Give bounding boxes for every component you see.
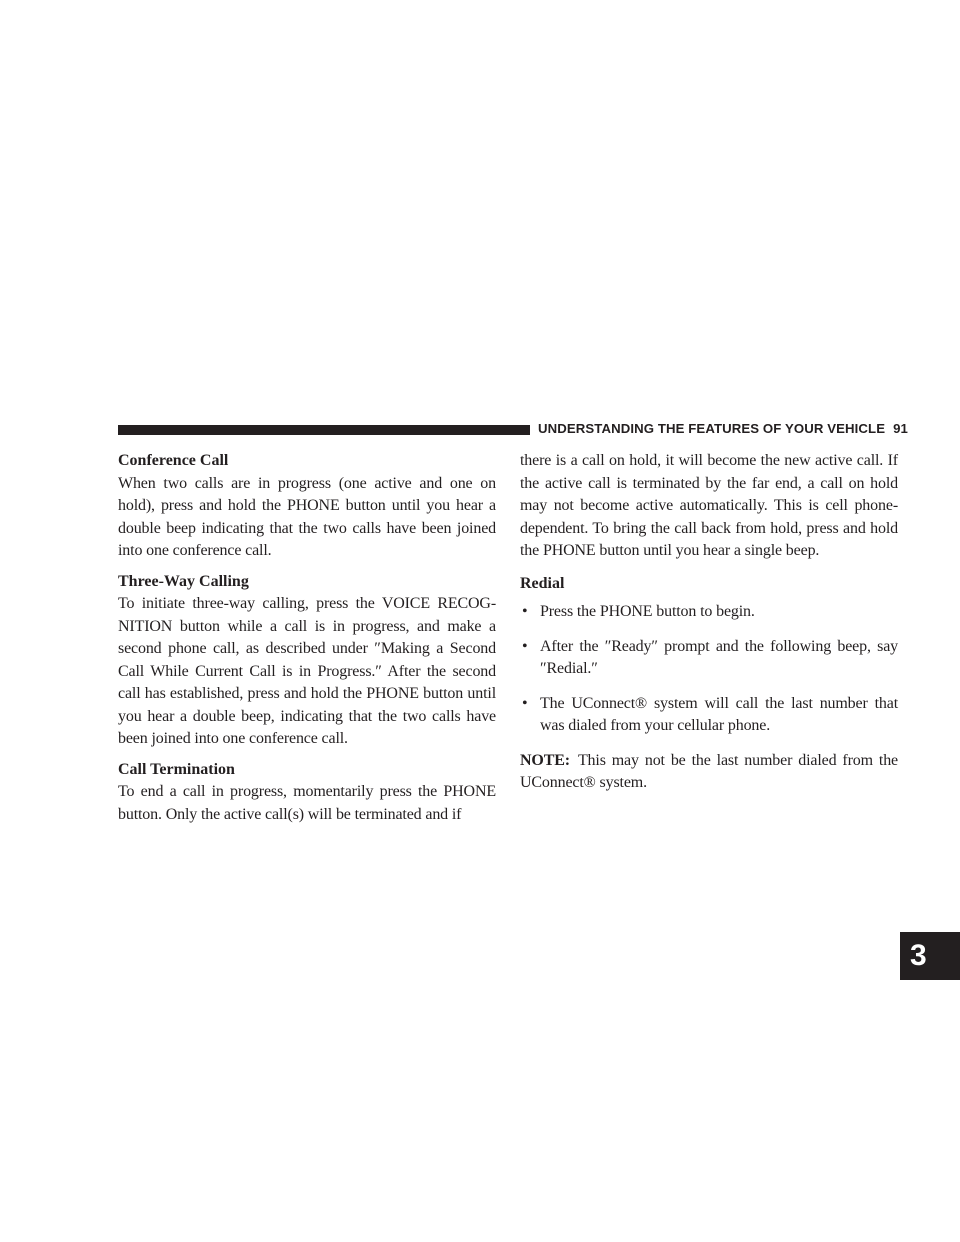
heading-call-termination: Call Termination — [118, 760, 235, 778]
bullet-icon: • — [522, 603, 528, 620]
list-item: • Press the PHONE button to begin. — [520, 601, 898, 624]
running-header — [538, 421, 908, 436]
left-column — [118, 450, 496, 826]
page-number: 91 — [893, 421, 908, 436]
chapter-tab: 3 — [900, 932, 960, 980]
bullet-icon: • — [522, 694, 528, 712]
list-item: • The UConnect® system will call the last number that was dialed from your cellular phone. — [522, 694, 898, 734]
note-label: NOTE: — [520, 751, 570, 769]
right-column — [520, 450, 898, 795]
list-item: • After the ″Ready″ prompt and the following beep, say ″Redial.″ — [522, 637, 898, 677]
header-rule — [118, 425, 530, 435]
header-title: UNDERSTANDING THE FEATURES OF YOUR VEHICLE — [538, 421, 886, 436]
paragraph-call-termination: To end a call in progress, momentarily press the PHONE button. Only the active call(s) will be terminated and if — [118, 783, 496, 823]
heading-redial: Redial — [520, 574, 565, 592]
redial-steps — [520, 601, 898, 738]
heading-conference-call: Conference Call — [118, 452, 229, 469]
paragraph-continued: there is a call on hold, it will become the new active call. If the active call is terminated by the far end, a call on hold may not become active automatically. This is cell phone-dependent. To bring the call back from hold, press and hold the PHONE button until you hear a single beep. — [520, 452, 898, 559]
bullet-icon: • — [522, 637, 528, 655]
paragraph-three-way-calling: To initiate three-way calling, press the VOICE RECOG-NITION button while a call is in progress, and make a second phone call, as described under ″Making a Second Call While Current Call is in Progress.″ After the second call has established, press and hold the PHONE button until you hear a double beep, indicating that the two calls have been joined into one conference call. — [118, 595, 496, 747]
note-paragraph — [520, 750, 898, 795]
heading-three-way-calling: Three-Way Calling — [118, 572, 249, 590]
note-text: This may not be the last number dialed from the UConnect® system. — [520, 751, 898, 791]
paragraph-conference-call: When two calls are in progress (one active and one on hold), press and hold the PHONE button until you hear a double beep indicating that the two calls have been joined into one conference call. — [118, 474, 496, 559]
